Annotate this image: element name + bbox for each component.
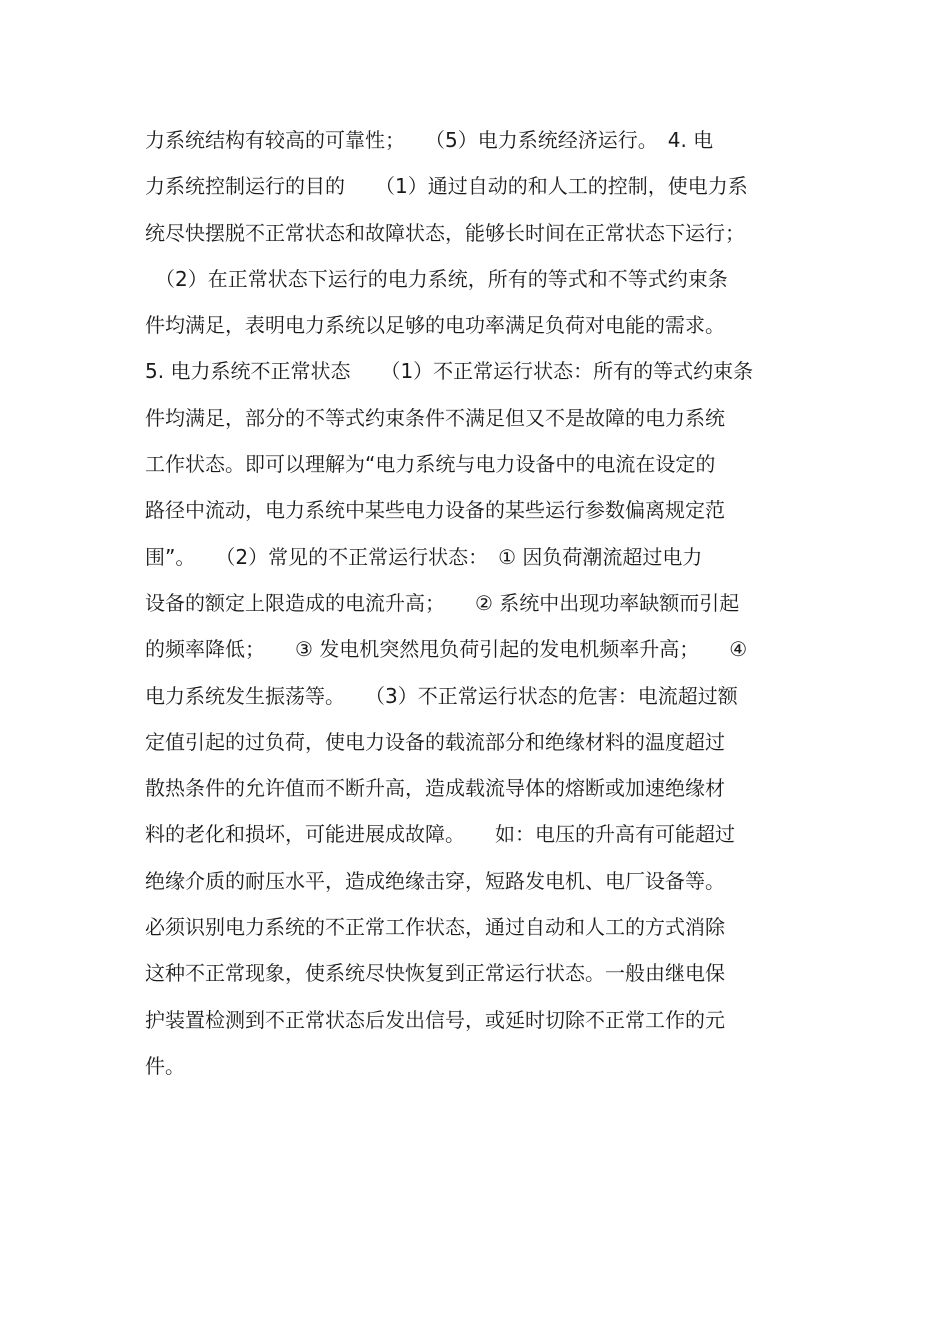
- text-line: 件。: [145, 1053, 185, 1078]
- text-line: 料的老化和损坏，可能进展成故障。 如：电压的升高有可能超过: [145, 822, 735, 847]
- text-line: 的频率降低； ③ 发电机突然甩负荷引起的发电机频率升高； ④: [145, 637, 748, 662]
- text-line: 工作状态。即可以理解为“电力系统与电力设备中的电流在设定的: [145, 452, 716, 477]
- text-line: 统尽快摆脱不正常状态和故障状态，能够长时间在正常状态下运行；: [145, 220, 745, 245]
- text-line: 围”。 （2）常见的不正常运行状态： ① 因负荷潮流超过电力: [145, 544, 703, 569]
- text-line: 件均满足，表明电力系统以足够的电功率满足负荷对电能的需求。: [145, 313, 725, 338]
- text-line: 力系统控制运行的目的 （1）通过自动的和人工的控制，使电力系: [145, 174, 748, 199]
- body-text: [145, 117, 825, 1089]
- text-line: 这种不正常现象，使系统尽快恢复到正常运行状态。一般由继电保: [145, 961, 725, 986]
- text-line: 散热条件的允许值而不断升高，造成载流导体的熔断或加速绝缘材: [145, 776, 725, 801]
- text-line: 电力系统发生振荡等。 （3）不正常运行状态的危害：电流超过额: [145, 683, 738, 708]
- text-line: 定值引起的过负荷，使电力设备的载流部分和绝缘材料的温度超过: [145, 729, 725, 754]
- text-line: 护装置检测到不正常状态后发出信号，或延时切除不正常工作的元: [145, 1007, 725, 1032]
- text-line: 路径中流动，电力系统中某些电力设备的某些运行参数偏离规定范: [145, 498, 725, 523]
- text-line: 设备的额定上限造成的电流升高； ② 系统中出现功率缺额而引起: [145, 590, 740, 615]
- text-line: 必须识别电力系统的不正常工作状态，通过自动和人工的方式消除: [145, 915, 725, 940]
- text-line: （2）在正常状态下运行的电力系统，所有的等式和不等式约束条: [145, 266, 728, 291]
- text-line: 力系统结构有较高的可靠性； （5）电力系统经济运行。 4. 电: [145, 128, 714, 152]
- text-line: 件均满足，部分的不等式约束条件不满足但又不是故障的电力系统: [145, 405, 725, 430]
- text-line: 绝缘介质的耐压水平，造成绝缘击穿，短路发电机、电厂设备等。: [145, 868, 725, 893]
- text-line: 5. 电力系统不正常状态 （1）不正常运行状态：所有的等式约束条: [145, 359, 754, 384]
